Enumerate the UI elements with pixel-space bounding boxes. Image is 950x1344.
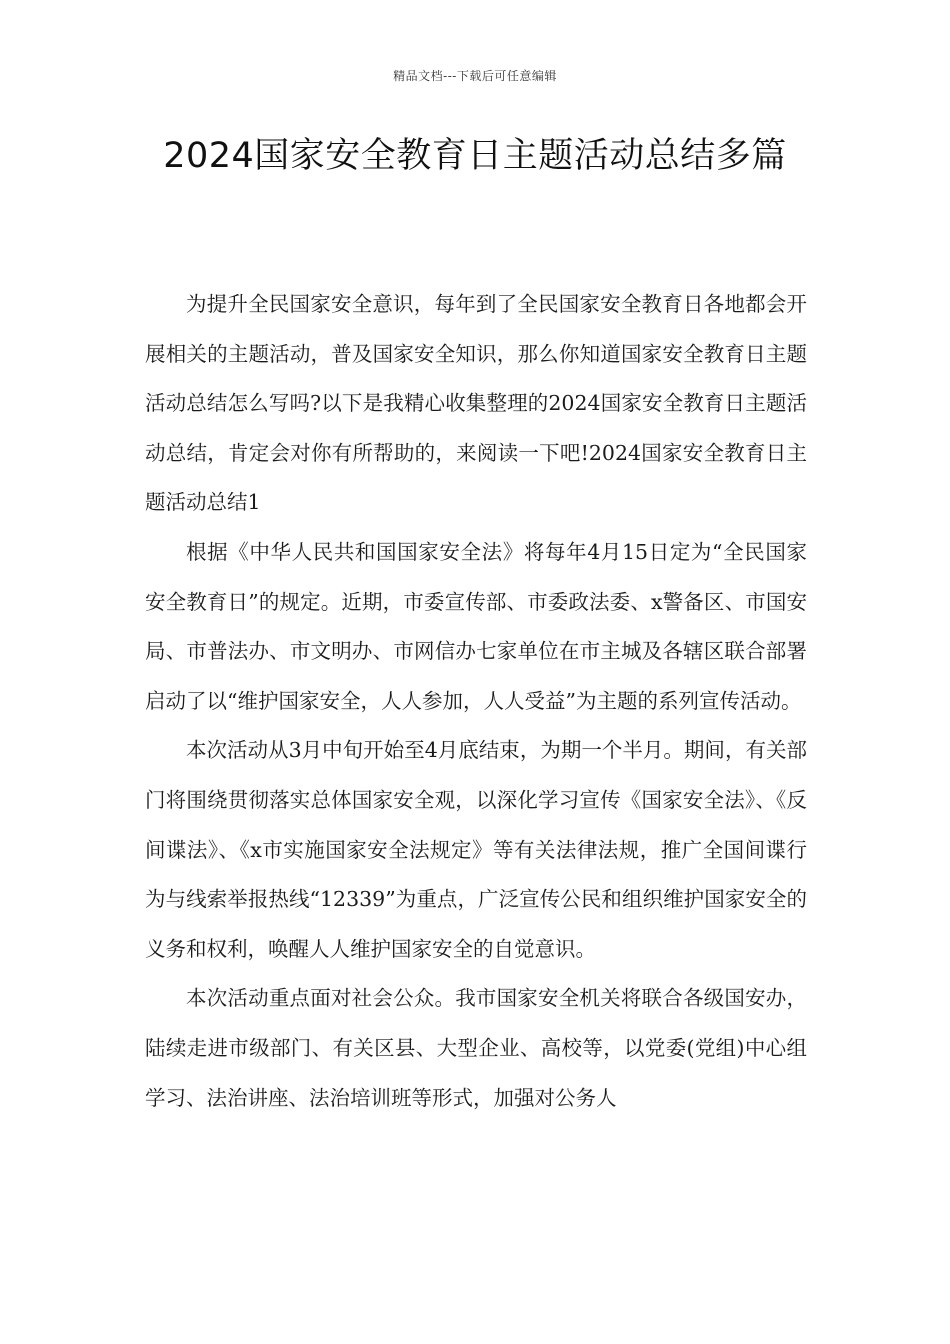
- paragraph-law-basis: 根据《中华人民共和国国家安全法》将每年4月15日定为“全民国家安全教育日”的规定。近期，市委宣传部、市委政法委、x警备区、市国安局、市普法办、市文明办、市网信办七家单位在市主城及各辖区联合部署启动了以“维护国家安全，人人参加，人人受益”为主题的系列宣传活动。: [145, 539, 807, 713]
- paragraph-intro: 为提升全民国家安全意识，每年到了全民国家安全教育日各地都会开展相关的主题活动，普及国家安全知识，那么你知道国家安全教育日主题活动总结怎么写吗?以下是我精心收集整理的2024国家安全教育日主题活动总结，肯定会对你有所帮助的，来阅读一下吧!2024国家安全教育日主题活动总结1: [145, 292, 807, 515]
- document-body: [145, 280, 807, 1123]
- paragraph-activity-audience: 本次活动重点面对社会公众。我市国家安全机关将联合各级国安办，陆续走进市级部门、有关区县、大型企业、高校等，以党委(党组)中心组学习、法治讲座、法治培训班等形式，加强对公务人: [145, 986, 807, 1110]
- paragraph-activity-period: 本次活动从3月中旬开始至4月底结束，为期一个半月。期间，有关部门将围绕贯彻落实总体国家安全观，以深化学习宣传《国家安全法》、《反间谍法》、《x市实施国家安全法规定》等有关法律法规，推广全国间谍行为与线索举报热线“12339”为重点，广泛宣传公民和组织维护国家安全的义务和权利，唤醒人人维护国家安全的自觉意识。: [145, 738, 807, 961]
- page-header: 精品文档---下载后可任意编辑: [393, 69, 557, 83]
- document-title: 2024国家安全教育日主题活动总结多篇: [163, 136, 787, 176]
